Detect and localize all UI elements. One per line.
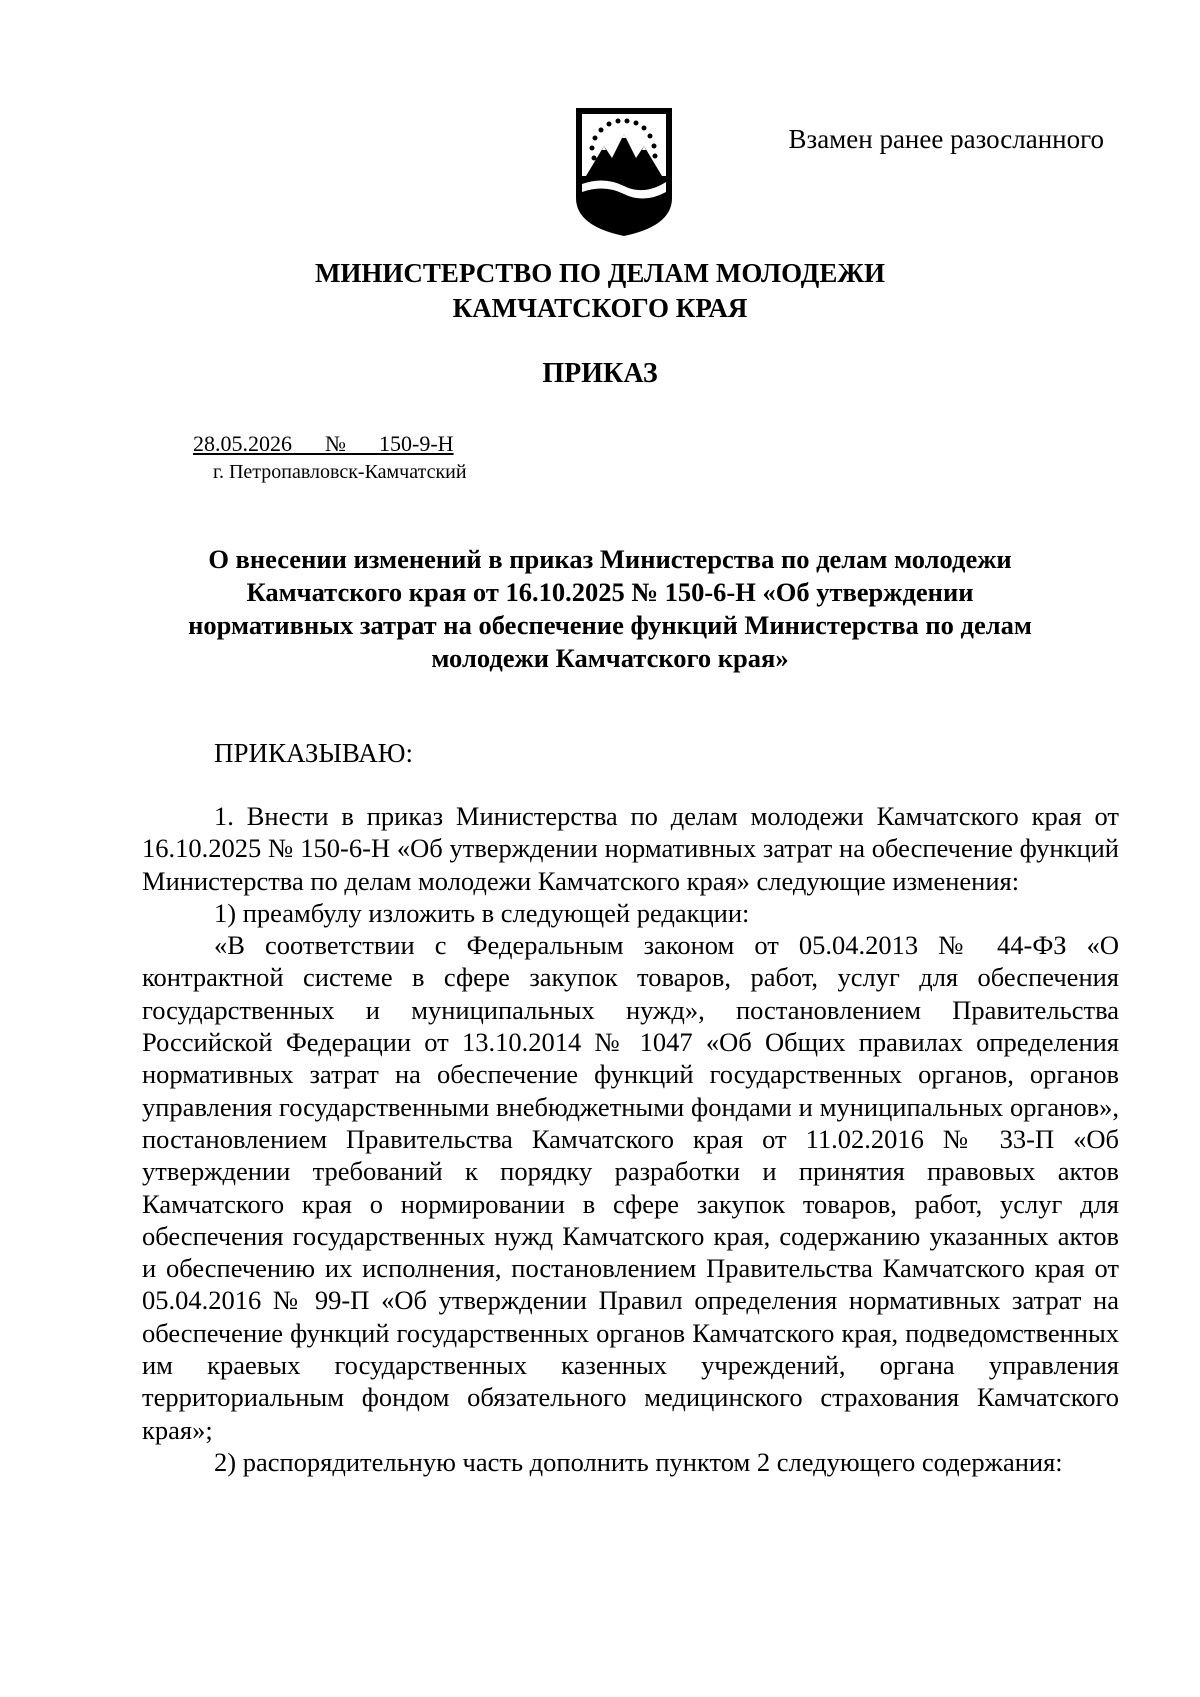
order-date: 28.05.2026: [193, 431, 292, 456]
city-name: г. Петропавловск-Камчатский: [213, 461, 467, 483]
paragraph-4: 2) распорядительную часть дополнить пунктом 2 следующего содержания:: [214, 1446, 1063, 1477]
paragraph-2: 1) преамбулу изложить в следующей редакции:: [214, 897, 750, 928]
order-body: [142, 800, 1119, 1478]
replacement-note: Взамен ранее разосланного: [788, 124, 1104, 154]
ministry-name: [0, 256, 1200, 326]
order-directive: ПРИКАЗЫВАЮ:: [214, 738, 413, 768]
ministry-line-1: МИНИСТЕРСТВО ПО ДЕЛАМ МОЛОДЕЖИ: [314, 258, 886, 288]
paragraph-1: 1. Внести в приказ Министерства по делам молодежи Камчатского края от 16.10.2025 № 150-6-Н «Об утверждении нормативных затрат на обеспечение функций Министерства по делам молодежи Камчатского края» следующие изменения:: [142, 801, 1119, 896]
document-type: ПРИКАЗ: [542, 358, 658, 389]
number-sign: №: [325, 431, 346, 456]
ministry-line-2: КАМЧАТСКОГО КРАЯ: [452, 293, 748, 323]
paragraph-3: «В соответствии с Федеральным законом от 05.04.2013 № 44-ФЗ «О контрактной системе в сфере закупок товаров, работ, услуг для обеспечения государственных и муниципальных нужд», постановлением Правительства Российской Федерации от 13.10.2014 № 1047 «Об Общих правилах определения нормативных затрат на обеспечение функций государственных органов, органов управления государственными внебюджетными фондами и муниципальных органов», постановлением Правительства Камчатского края от 11.02.2016 № 33-П «Об утверждении требований к порядку разработки и принятия правовых актов Камчатского края о нормировании в сфере закупок товаров, работ, услуг для обеспечения государственных нужд Камчатского края, содержанию указанных актов и обеспечению их исполнения, постановлением Правительства Камчатского края от 05.04.2016 № 99-П «Об утверждении Правил определения нормативных затрат на обеспечение функций государственных органов Камчатского края, подведомственных им краевых государственных казенных учреждений, органа управления территориальным фондом обязательного медицинского страхования Камчатского края»;: [142, 930, 1119, 1445]
order-number: 150-9-Н: [379, 431, 454, 456]
registration-line: [193, 431, 454, 457]
coat-of-arms-icon: [574, 106, 674, 238]
order-subject: О внесении изменений в приказ Министерства по делам молодежи Камчатского края от 16.10.2025 № 150-6-Н «Об утверждении нормативных затрат на обеспечение функций Министерства по делам молодежи Камчатского края»: [188, 544, 1032, 673]
